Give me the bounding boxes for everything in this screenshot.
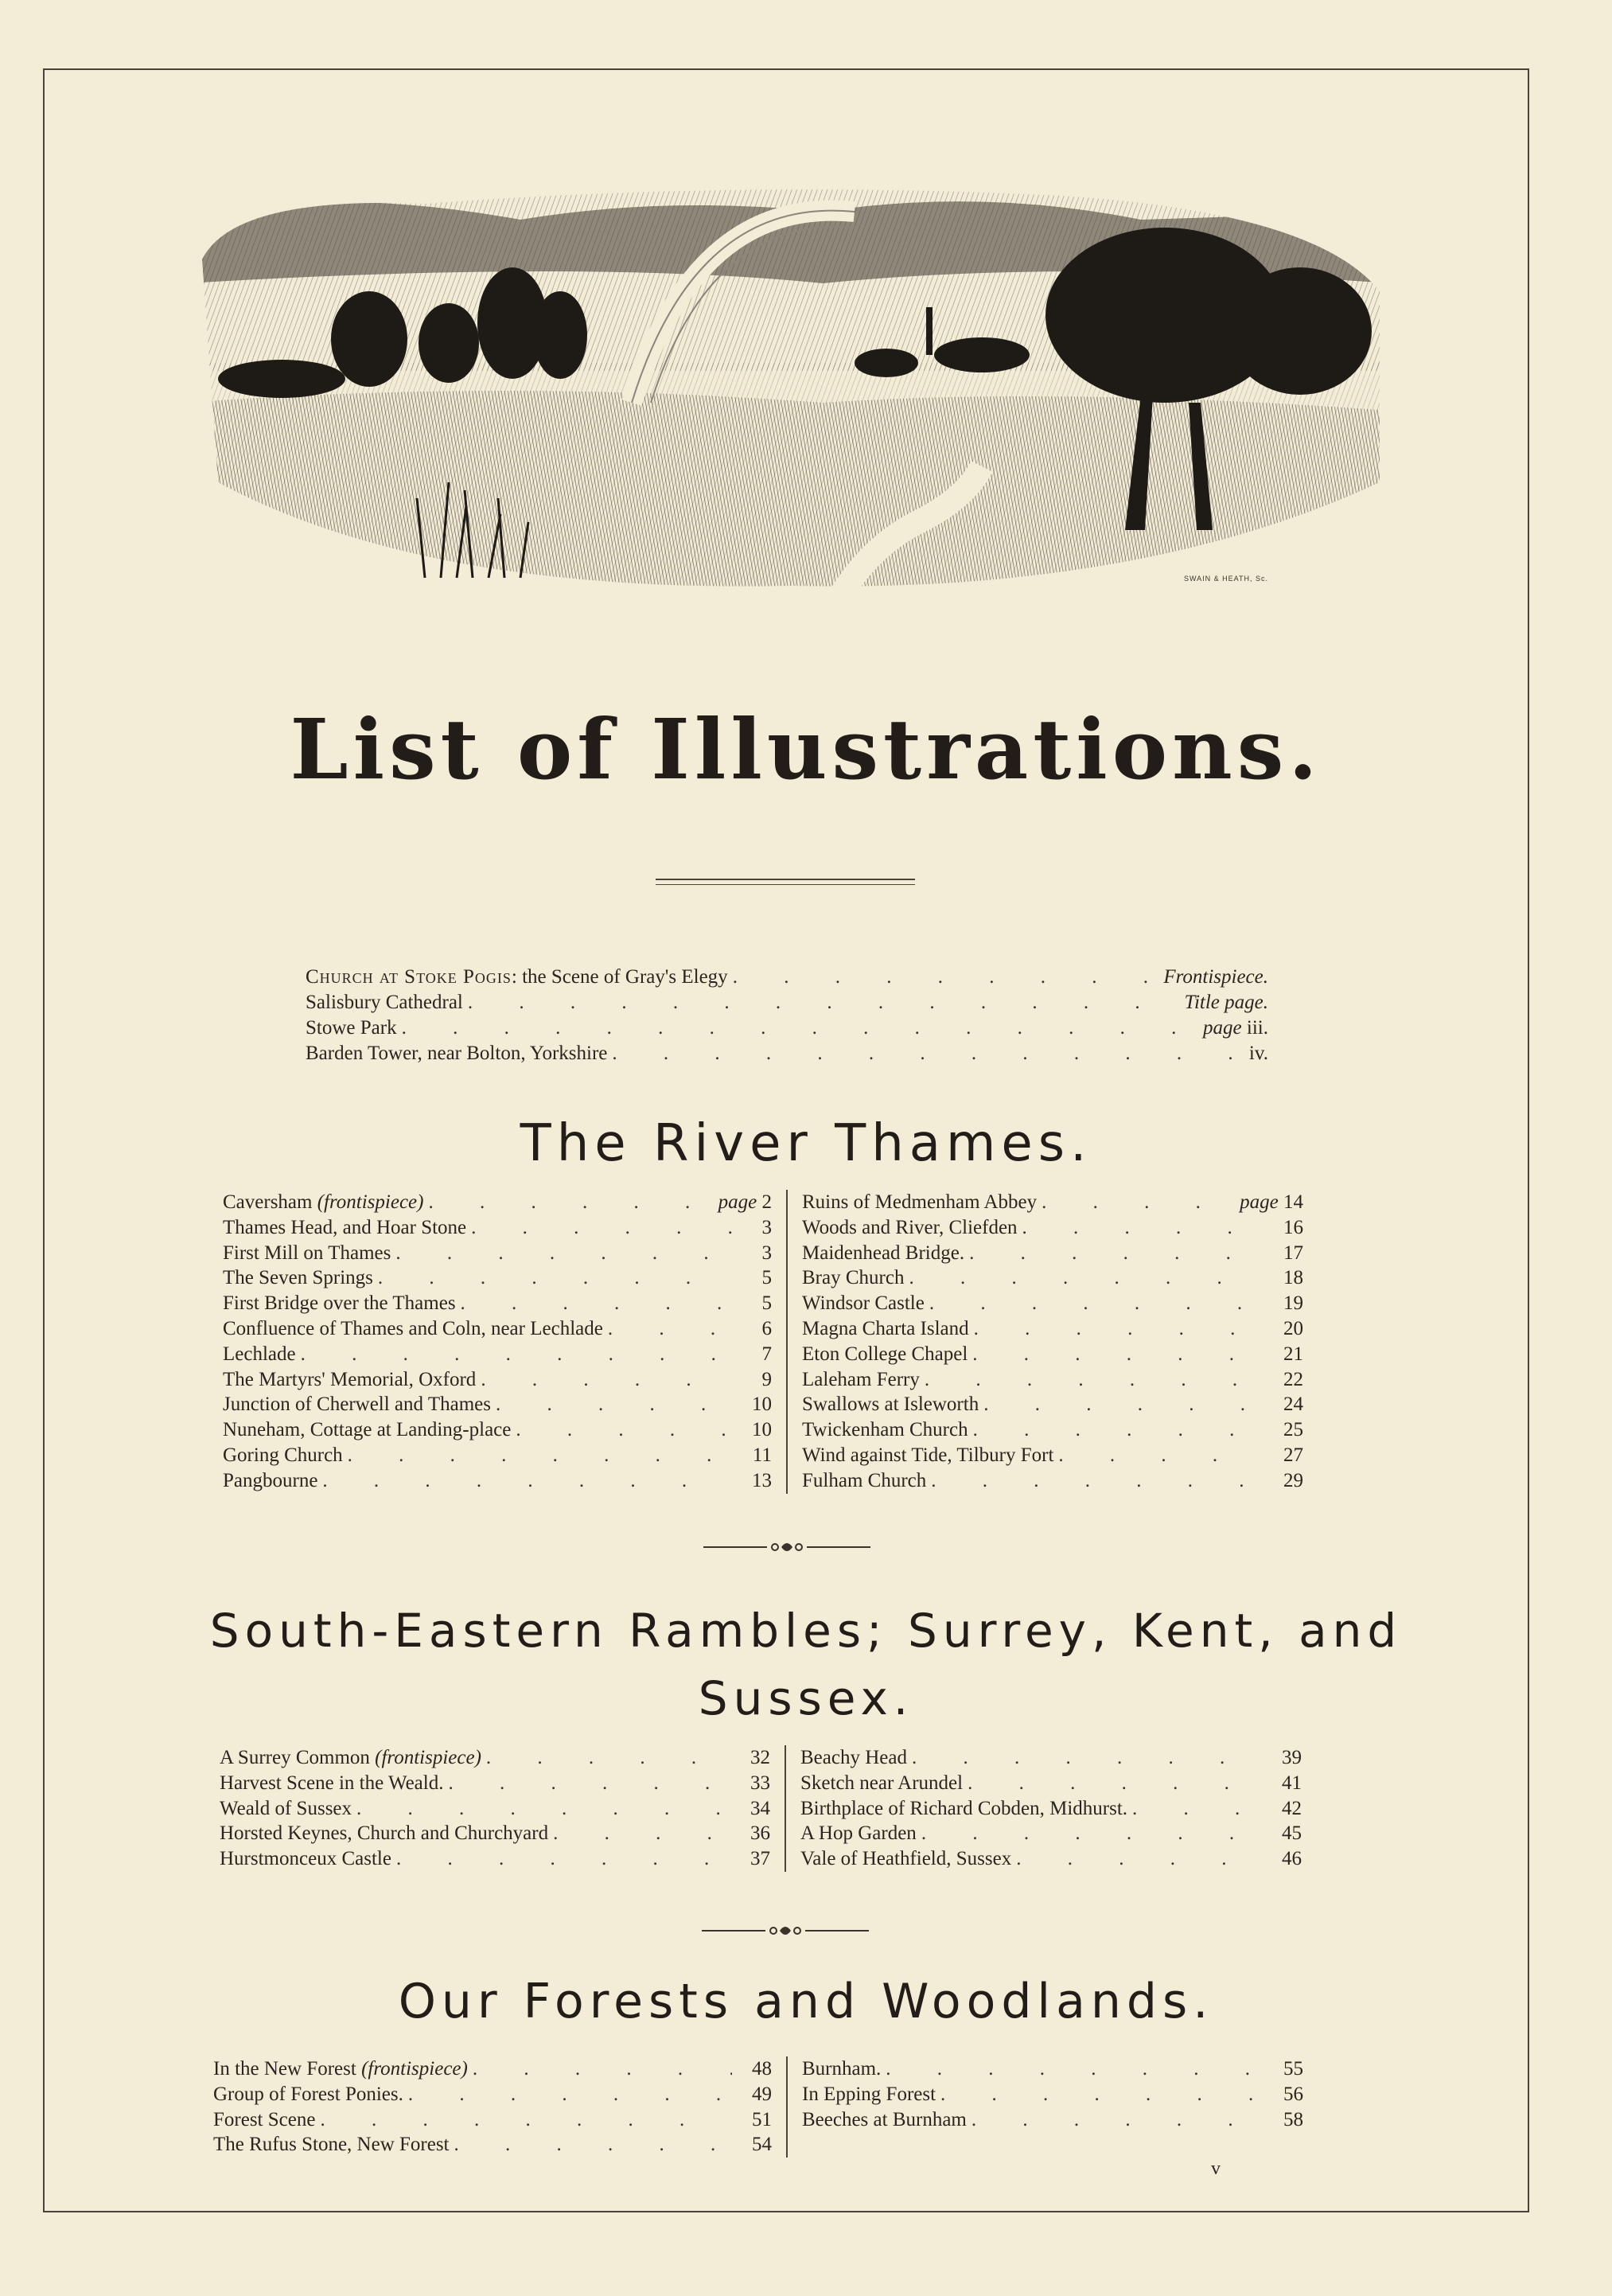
- dot-leader: [473, 2056, 732, 2082]
- page-number: 10: [752, 1394, 772, 1416]
- item-label: [802, 2107, 967, 2133]
- page-ref: [1268, 1443, 1303, 1468]
- item-label-text: Beachy Head: [800, 1747, 907, 1768]
- item-label: [802, 1468, 926, 1494]
- page-number: 45: [1282, 1822, 1302, 1845]
- page-ref: [737, 1367, 772, 1393]
- item-label: [802, 1291, 925, 1316]
- page-prefix: page: [1240, 1191, 1279, 1213]
- item-label: [800, 1771, 963, 1796]
- page-number: 20: [1283, 1317, 1303, 1339]
- item-label: [213, 2082, 403, 2107]
- page-ref: [737, 2107, 772, 2133]
- dot-leader: [925, 1367, 1264, 1393]
- dot-leader: [912, 1745, 1262, 1771]
- page-number: 11: [752, 1444, 772, 1466]
- page-number: 3: [761, 1216, 772, 1238]
- page-number: 18: [1283, 1267, 1303, 1289]
- page-number: 14: [1283, 1191, 1303, 1213]
- list-item: [802, 1291, 1303, 1316]
- item-label: Salisbury Cathedral: [306, 992, 463, 1013]
- item-label-text: Forest Scene: [213, 2108, 316, 2130]
- dot-leader: [1058, 1443, 1264, 1468]
- list-item: [223, 1342, 772, 1367]
- page-number: 19: [1283, 1292, 1303, 1315]
- item-label: [802, 1443, 1053, 1468]
- item-label: [223, 1367, 476, 1393]
- page-number: 36: [750, 1822, 770, 1845]
- list-item: [213, 2056, 772, 2082]
- list-item: [802, 2107, 1303, 2133]
- list-item: [213, 2132, 772, 2158]
- list-item: [223, 1291, 772, 1316]
- item-label: [802, 1265, 904, 1291]
- section-title: Our Forests and Woodlands.: [398, 1974, 1214, 2029]
- page-number: 42: [1282, 1797, 1302, 1819]
- list-item: [306, 990, 1268, 1015]
- section-columns: [220, 1745, 1302, 1872]
- page-ref: [1268, 1316, 1303, 1342]
- list-item: [800, 1796, 1302, 1822]
- left-column: [220, 1745, 786, 1872]
- page-number: 10: [752, 1419, 772, 1441]
- dot-leader: [448, 1771, 730, 1796]
- page-ref: [1267, 1771, 1302, 1796]
- page-number: 5: [761, 1292, 772, 1315]
- page-ref: [737, 1342, 772, 1367]
- page-ref: Frontispiece.: [1163, 966, 1268, 988]
- item-label: Stowe Park: [306, 1017, 397, 1039]
- list-item: [802, 1392, 1303, 1417]
- list-item: [306, 1015, 1268, 1041]
- page-ref: [718, 1190, 772, 1215]
- page-ref: [737, 1316, 772, 1342]
- dot-leader: [461, 1291, 732, 1316]
- list-item: [800, 1846, 1302, 1872]
- dot-leader: [471, 1215, 732, 1241]
- item-label: [220, 1846, 391, 1872]
- dot-leader: [348, 1443, 732, 1468]
- page-number: 9: [761, 1368, 772, 1390]
- list-item: [213, 2107, 772, 2133]
- dot-leader: [940, 2082, 1264, 2107]
- page-ref: [1268, 1392, 1303, 1417]
- page-number: 17: [1283, 1242, 1303, 1264]
- page-ref: [737, 1291, 772, 1316]
- item-label-text: Laleham Ferry: [802, 1368, 920, 1390]
- item-label: [213, 2056, 468, 2082]
- page-ref: [1268, 1417, 1303, 1443]
- list-item: [800, 1745, 1302, 1771]
- item-label: [802, 1241, 964, 1266]
- item-label: : the Scene of Gray's Elegy: [511, 966, 728, 988]
- page-ref: [1268, 1468, 1303, 1494]
- page-ref: [1268, 2056, 1303, 2082]
- item-label-text: Wind against Tide, Tilbury Fort: [802, 1444, 1054, 1466]
- item-label: [802, 1367, 920, 1393]
- section-columns: [213, 2056, 1303, 2158]
- title-rule: [656, 879, 915, 891]
- item-label-text: The Martyrs' Memorial, Oxford: [223, 1368, 477, 1390]
- page-number: 27: [1283, 1444, 1303, 1466]
- item-note: (frontispiece): [317, 1191, 424, 1213]
- item-label-text: Magna Charta Island: [802, 1317, 969, 1339]
- page-number: v: [1211, 2158, 1221, 2179]
- page-number: 55: [1283, 2058, 1303, 2080]
- list-item: [223, 1392, 772, 1417]
- item-note: (frontispiece): [375, 1747, 481, 1768]
- page-ref: [1268, 2107, 1303, 2133]
- item-label-text: Twickenham Church: [802, 1419, 968, 1441]
- list-item: [802, 1367, 1303, 1393]
- item-label: [213, 2132, 450, 2158]
- item-label: [220, 1745, 481, 1771]
- page-number: 3: [761, 1242, 772, 1264]
- dot-leader: [1016, 1846, 1262, 1872]
- right-column: [788, 1190, 1303, 1494]
- list-item: [306, 965, 1268, 990]
- page-ref: [1267, 1745, 1302, 1771]
- item-label-text: In the New Forest: [213, 2058, 362, 2080]
- item-label-text: Eton College Chapel: [802, 1343, 968, 1365]
- page-ref: [737, 1392, 772, 1417]
- page-number: 16: [1283, 1216, 1303, 1238]
- item-label-text: Windsor Castle: [802, 1292, 925, 1315]
- list-item: [802, 1190, 1303, 1215]
- page-ref: [1267, 1821, 1302, 1846]
- list-item: [213, 2082, 772, 2107]
- item-label: [223, 1316, 603, 1342]
- list-item: [223, 1215, 772, 1241]
- list-item: [802, 1265, 1303, 1291]
- list-item: [800, 1771, 1302, 1796]
- list-item: [220, 1796, 770, 1822]
- page-ref: [737, 2082, 772, 2107]
- page-number: 41: [1282, 1772, 1302, 1794]
- item-label-text: The Seven Springs: [223, 1267, 373, 1289]
- section-title: The River Thames.: [520, 1114, 1092, 1173]
- page-ref: [1268, 1241, 1303, 1266]
- list-item: [220, 1821, 770, 1846]
- page-ref: [735, 1846, 770, 1872]
- page-number: 21: [1283, 1343, 1303, 1365]
- dot-leader: [1132, 1796, 1262, 1822]
- dot-leader: [1042, 1190, 1235, 1215]
- list-item: [802, 2056, 1303, 2082]
- item-label-text: Horsted Keynes, Church and Churchyard: [220, 1822, 549, 1845]
- dot-leader: [886, 2056, 1264, 2082]
- page-number: 48: [752, 2058, 772, 2080]
- dot-leader: [983, 1392, 1264, 1417]
- item-label-text: Beeches at Burnham: [802, 2108, 967, 2130]
- item-label-text: Hurstmonceux Castle: [220, 1848, 391, 1870]
- page-number: 49: [752, 2083, 772, 2105]
- dot-leader: [496, 1392, 732, 1417]
- page-number: 29: [1283, 1469, 1303, 1491]
- item-label-text: Weald of Sussex: [220, 1797, 352, 1819]
- page-number: 56: [1283, 2083, 1303, 2105]
- list-item: [223, 1190, 772, 1215]
- page-number: 2: [761, 1191, 772, 1213]
- dot-leader: [322, 1468, 732, 1494]
- dot-leader: [969, 1241, 1264, 1266]
- page-ref: [737, 2056, 772, 2082]
- list-item: [800, 1821, 1302, 1846]
- item-label: [223, 1265, 373, 1291]
- dot-leader: [516, 1417, 732, 1443]
- item-label-text: Birthplace of Richard Cobden, Midhurst.: [800, 1797, 1128, 1819]
- dot-leader: [974, 1316, 1264, 1342]
- page-ref: [735, 1745, 770, 1771]
- dot-leader: [454, 2132, 733, 2158]
- list-item: [223, 1265, 772, 1291]
- item-label: [800, 1796, 1127, 1822]
- item-label-text: Harvest Scene in the Weald.: [220, 1772, 444, 1794]
- item-label-text: Caversham: [223, 1191, 317, 1213]
- page-ref: [1268, 1342, 1303, 1367]
- page-number: 34: [750, 1797, 770, 1819]
- dot-leader: [428, 1190, 713, 1215]
- item-label: Barden Tower, near Bolton, Yorkshire: [306, 1043, 608, 1064]
- landscape-engraving: [186, 164, 1391, 598]
- item-label: [220, 1821, 548, 1846]
- dot-leader: [301, 1342, 732, 1367]
- dot-leader: [395, 1241, 732, 1266]
- item-label-text: Burnham.: [802, 2058, 882, 2080]
- dot-leader: [608, 1316, 732, 1342]
- page-number: 22: [1283, 1368, 1303, 1390]
- section-title: South-Eastern Rambles; Surrey, Kent, and: [209, 1604, 1403, 1658]
- list-item: [802, 1342, 1303, 1367]
- item-label: [802, 1190, 1037, 1215]
- list-item: [802, 1316, 1303, 1342]
- item-label-text: First Bridge over the Thames: [223, 1292, 456, 1315]
- dot-leader: [968, 1771, 1262, 1796]
- item-label: [802, 1215, 1018, 1241]
- page-ref: [1267, 1846, 1302, 1872]
- item-label: [223, 1291, 456, 1316]
- page-ref: [1268, 1215, 1303, 1241]
- dot-leader: [486, 1745, 730, 1771]
- page-ref: [737, 1468, 772, 1494]
- dot-leader: [909, 1265, 1264, 1291]
- item-label-text: Vale of Heathfield, Sussex: [800, 1848, 1012, 1870]
- dot-leader: [378, 1265, 732, 1291]
- page-ref: [737, 1265, 772, 1291]
- item-label: [223, 1468, 317, 1494]
- page-number: 33: [750, 1772, 770, 1794]
- page-number: 58: [1283, 2108, 1303, 2130]
- page-ref: [1268, 1291, 1303, 1316]
- item-label: [223, 1190, 423, 1215]
- list-item: [306, 1041, 1268, 1066]
- page-number: 37: [750, 1848, 770, 1870]
- page-ref: [1268, 1367, 1303, 1393]
- item-label-text: Junction of Cherwell and Thames: [223, 1394, 491, 1416]
- list-item: [223, 1316, 772, 1342]
- page-ref: [737, 2132, 772, 2158]
- item-label-text: Swallows at Isleworth: [802, 1394, 979, 1416]
- dot-leader: [973, 1417, 1264, 1443]
- list-item: [223, 1241, 772, 1266]
- page-title: List of Illustrations.: [290, 700, 1322, 798]
- dot-leader: [553, 1821, 730, 1846]
- list-item: [223, 1443, 772, 1468]
- item-label-text: Confluence of Thames and Coln, near Lechlade: [223, 1317, 603, 1339]
- dot-leader: [921, 1821, 1262, 1846]
- list-item: [223, 1468, 772, 1494]
- page-ref: [737, 1443, 772, 1468]
- item-label-text: Sketch near Arundel: [800, 1772, 964, 1794]
- item-label-text: Thames Head, and Hoar Stone: [223, 1216, 467, 1238]
- page-prefix: page: [1203, 1017, 1242, 1039]
- item-label-caps: Church at Stoke Pogis: [306, 966, 512, 988]
- page-number: 46: [1282, 1848, 1302, 1870]
- section-title-continued: Sussex.: [698, 1671, 914, 1725]
- dot-leader: [396, 1846, 730, 1872]
- item-label-text: Fulham Church: [802, 1469, 927, 1491]
- item-label-text: A Surrey Common: [220, 1747, 376, 1768]
- section-ornament: [702, 1923, 869, 1939]
- page-ref: [737, 1215, 772, 1241]
- item-label: [802, 1316, 969, 1342]
- list-item: [220, 1846, 770, 1872]
- item-label: [223, 1342, 296, 1367]
- item-label-text: Goring Church: [223, 1444, 343, 1466]
- page-prefix: page: [718, 1191, 757, 1213]
- page-ref: [737, 1241, 772, 1266]
- item-label-text: The Rufus Stone, New Forest: [213, 2134, 450, 2156]
- item-label: [800, 1745, 907, 1771]
- page-number: 5: [761, 1267, 772, 1289]
- item-label: [800, 1846, 1011, 1872]
- page-number: 13: [752, 1469, 772, 1491]
- engraver-credit: SWAIN & HEATH, Sc.: [1184, 575, 1269, 583]
- item-label: [213, 2107, 315, 2133]
- section-ornament: [703, 1539, 870, 1555]
- page-number: 7: [761, 1343, 772, 1365]
- dot-leader: [481, 1367, 732, 1393]
- item-label-text: Maidenhead Bridge.: [802, 1242, 965, 1264]
- item-note: (frontispiece): [361, 2058, 468, 2080]
- page-number: 6: [761, 1317, 772, 1339]
- right-column: [786, 1745, 1302, 1872]
- item-label-text: Group of Forest Ponies.: [213, 2083, 403, 2105]
- page-ref: [735, 1821, 770, 1846]
- item-label: [223, 1215, 466, 1241]
- page-ref: [735, 1796, 770, 1822]
- page-number: 51: [752, 2108, 772, 2130]
- list-item: [220, 1745, 770, 1771]
- page-ref: Title page.: [1184, 992, 1268, 1013]
- item-label-text: Pangbourne: [223, 1469, 318, 1491]
- dot-leader: [971, 2107, 1264, 2133]
- item-label: [220, 1796, 352, 1822]
- dot-leader: [1022, 1215, 1264, 1241]
- list-item: [223, 1417, 772, 1443]
- item-label-text: First Mill on Thames: [223, 1242, 391, 1264]
- page-ref: [735, 1771, 770, 1796]
- item-label-text: In Epping Forest: [802, 2083, 936, 2105]
- page-number: 32: [750, 1747, 770, 1768]
- list-item: [802, 1215, 1303, 1241]
- list-item: [802, 1443, 1303, 1468]
- item-label-text: Bray Church: [802, 1267, 905, 1289]
- page-ref: iii.: [1246, 1017, 1268, 1039]
- item-label-text: Ruins of Medmenham Abbey: [802, 1191, 1038, 1213]
- list-item: [223, 1367, 772, 1393]
- page-ref: [1268, 1265, 1303, 1291]
- item-label: [220, 1771, 443, 1796]
- left-column: [223, 1190, 788, 1494]
- dot-leader: [929, 1291, 1264, 1316]
- list-item: [802, 1468, 1303, 1494]
- item-label: [223, 1417, 511, 1443]
- item-label: [802, 1342, 968, 1367]
- list-item: [802, 2082, 1303, 2107]
- page-ref: [1267, 1796, 1302, 1822]
- front-matter-list: [306, 965, 1268, 1066]
- item-label: [802, 1392, 979, 1417]
- page-number: 25: [1283, 1419, 1303, 1441]
- item-label: [802, 2056, 881, 2082]
- section-columns: [223, 1190, 1303, 1494]
- page-ref: [737, 1417, 772, 1443]
- item-label: [802, 2082, 936, 2107]
- item-label: [802, 1417, 968, 1443]
- item-label-text: A Hop Garden: [800, 1822, 917, 1845]
- right-column: [788, 2056, 1303, 2158]
- dot-leader: [408, 2082, 732, 2107]
- dot-leader: [356, 1796, 730, 1822]
- item-label: [223, 1443, 343, 1468]
- page-number: 24: [1283, 1394, 1303, 1416]
- dot-leader: [931, 1468, 1264, 1494]
- item-label: [800, 1821, 917, 1846]
- list-item: [802, 1417, 1303, 1443]
- page-number: 39: [1282, 1747, 1302, 1768]
- left-column: [213, 2056, 788, 2158]
- page-ref: [1240, 1190, 1303, 1215]
- list-item: [220, 1771, 770, 1796]
- page-number: 54: [752, 2134, 772, 2156]
- list-item: [802, 1241, 1303, 1266]
- item-label: [223, 1241, 391, 1266]
- dot-leader: [972, 1342, 1264, 1367]
- page-ref: iv.: [1248, 1043, 1268, 1064]
- item-label-text: Nuneham, Cottage at Landing-place: [223, 1419, 512, 1441]
- page-ref: [1268, 2082, 1303, 2107]
- dot-leader: [320, 2107, 732, 2133]
- item-label: [223, 1392, 491, 1417]
- item-label-text: Lechlade: [223, 1343, 296, 1365]
- item-label-text: Woods and River, Cliefden: [802, 1216, 1018, 1238]
